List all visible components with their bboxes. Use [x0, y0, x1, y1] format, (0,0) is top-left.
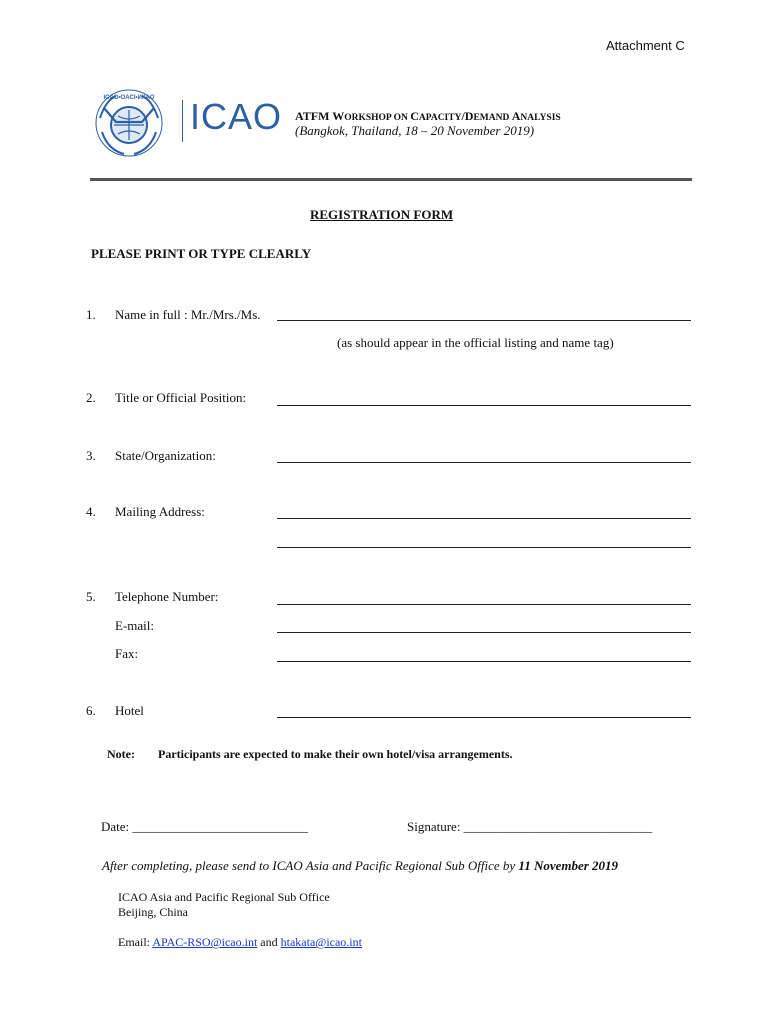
email-field[interactable]: [277, 632, 691, 633]
email-contact-label: Email:: [118, 935, 153, 949]
field-number: 3.: [86, 448, 96, 463]
event-title-part: A: [511, 109, 521, 123]
fax-label: Fax:: [115, 646, 139, 661]
icao-seal-logo: [94, 88, 164, 158]
event-subtitle: (Bangkok, Thailand, 18 – 20 November 2019): [295, 123, 535, 138]
email-label: E-mail:: [115, 618, 154, 633]
organization-label: State/Organization:: [115, 448, 216, 463]
field-number: 6.: [86, 703, 96, 718]
email-and: and: [257, 935, 281, 949]
event-title-part: C: [410, 109, 419, 123]
field-number: 4.: [86, 504, 96, 519]
email-link-apac-rso[interactable]: APAC-RSO@icao.int: [152, 935, 258, 949]
email-contacts: [118, 935, 362, 950]
svg-text:ICAO•OACI•ИКАО: ICAO•OACI•ИКАО: [103, 95, 155, 101]
logo-divider: [182, 100, 183, 142]
office-line2: Beijing, China: [118, 905, 188, 919]
send-instruction: [102, 858, 618, 874]
field-number: 1.: [86, 307, 96, 322]
telephone-label: Telephone Number:: [115, 589, 219, 604]
event-title-part: ORKSHOP ON: [344, 113, 411, 123]
organization-field[interactable]: [277, 462, 691, 463]
hotel-label: Hotel: [115, 703, 144, 718]
name-hint: (as should appear in the official listing and name tag): [337, 335, 614, 350]
event-title-part: ATFM W: [295, 109, 345, 123]
attachment-label: Attachment C: [606, 38, 685, 53]
event-title-part: EMAND: [473, 113, 512, 123]
field-number: 2.: [86, 390, 96, 405]
hotel-field[interactable]: [277, 717, 691, 718]
send-text: After completing, please send to ICAO Asia and Pacific Regional Sub Office by: [102, 858, 519, 873]
signature-field[interactable]: Signature: _____________________________: [407, 819, 653, 834]
mailing-address-field-line1[interactable]: [277, 518, 691, 519]
mailing-address-label: Mailing Address:: [115, 504, 205, 519]
title-label: Title or Official Position:: [115, 390, 247, 405]
header-rule: [90, 178, 692, 181]
name-field[interactable]: [277, 320, 691, 321]
mailing-address-field-line2[interactable]: [277, 547, 691, 548]
name-label: Name in full : Mr./Mrs./Ms.: [115, 307, 261, 322]
form-instruction: PLEASE PRINT OR TYPE CLEARLY: [91, 246, 312, 261]
fax-field[interactable]: [277, 661, 691, 662]
form-title: REGISTRATION FORM: [310, 207, 454, 222]
telephone-field[interactable]: [277, 604, 691, 605]
event-title-part: APACITY: [418, 113, 462, 123]
note-label: Note:: [107, 747, 135, 761]
field-number: 5.: [86, 589, 96, 604]
title-field[interactable]: [277, 405, 691, 406]
date-field[interactable]: Date: ___________________________: [101, 819, 308, 834]
note-text: Participants are expected to make their own hotel/visa arrangements.: [158, 747, 513, 761]
office-line1: ICAO Asia and Pacific Regional Sub Office: [118, 890, 330, 904]
email-link-htakata[interactable]: htakata@icao.int: [280, 935, 362, 949]
event-title-part: /D: [461, 109, 474, 123]
icao-wordmark: ICAO: [190, 96, 283, 137]
deadline: 11 November 2019: [518, 858, 619, 873]
event-title-part: NALYSIS: [520, 113, 561, 123]
